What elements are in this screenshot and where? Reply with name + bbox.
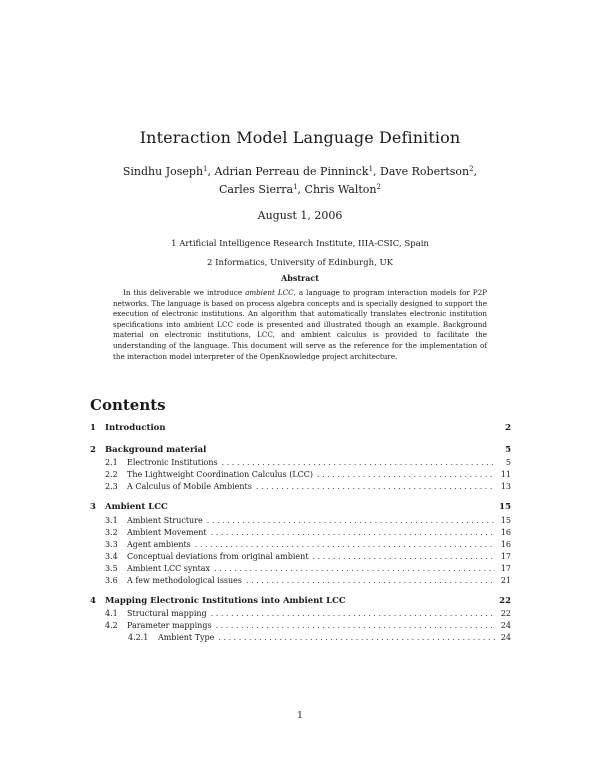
toc-page-number: 5 — [505, 458, 511, 467]
toc-page-number: 16 — [500, 528, 511, 537]
toc-leader-dots — [317, 470, 495, 479]
toc-subsection-4-2[interactable] — [90, 621, 511, 630]
toc-title: The Lightweight Coordination Calculus (LCC) — [127, 470, 313, 479]
toc-number: 3.5 — [105, 564, 118, 573]
toc-number: 3.6 — [105, 576, 118, 585]
toc-title: Electronic Institutions — [127, 458, 218, 467]
toc-subsection-2-2[interactable] — [90, 470, 511, 479]
toc-section-3[interactable] — [90, 502, 511, 512]
toc-title: Ambient Structure — [127, 516, 203, 525]
toc-title: A Calculus of Mobile Ambients — [127, 482, 252, 491]
toc-section-2[interactable] — [90, 445, 511, 455]
toc-leader-dots — [256, 482, 495, 491]
toc-leader-dots — [211, 609, 495, 618]
toc-page-number: 5 — [505, 445, 511, 455]
toc-leader-dots — [214, 564, 495, 573]
author-name: Sindhu Joseph — [122, 165, 204, 178]
toc-number: 2.1 — [105, 458, 118, 467]
toc-number: 3.4 — [105, 552, 118, 561]
toc-number: 1 — [90, 423, 96, 433]
toc-number: 2 — [90, 445, 96, 455]
toc-page-number: 24 — [500, 621, 511, 630]
toc-number: 3.2 — [105, 528, 118, 537]
author-affiliation-mark: 1 — [368, 165, 374, 173]
abstract-text — [113, 288, 487, 362]
author-affiliation-mark: 1 — [203, 165, 208, 173]
toc-leader-dots — [216, 621, 495, 630]
toc-page-number: 2 — [505, 423, 511, 433]
toc-title: Introduction — [105, 423, 166, 433]
author-name: Dave Robertson — [380, 165, 470, 178]
toc-page-number: 22 — [499, 596, 511, 606]
contents-heading: Contents — [90, 396, 166, 414]
toc-title: Agent ambients — [127, 540, 191, 549]
toc-title: Mapping Electronic Institutions into Ambient LCC — [105, 596, 346, 606]
toc-page-number: 15 — [500, 516, 511, 525]
toc-leader-dots — [207, 516, 495, 525]
toc-page-number: 22 — [500, 609, 511, 618]
toc-leader-dots — [211, 528, 495, 537]
toc-leader-dots — [218, 633, 495, 642]
toc-subsection-3-5[interactable] — [90, 564, 511, 573]
author-affiliation-mark: 1 — [293, 183, 298, 191]
page-number: 1 — [297, 711, 303, 721]
toc-title: Parameter mappings — [127, 621, 212, 630]
toc-leader-dots — [222, 458, 495, 467]
toc-page-number: 13 — [500, 482, 511, 491]
author-name: Chris Walton — [304, 183, 377, 196]
toc-subsection-4-1[interactable] — [90, 609, 511, 618]
toc-title: A few methodological issues — [127, 576, 243, 585]
toc-title: Conceptual deviations from original ambient — [127, 552, 309, 561]
toc-leader-dots — [195, 540, 495, 549]
toc-section-1[interactable] — [90, 423, 511, 433]
abstract-term: ambient LCC — [245, 288, 294, 297]
affiliation-1: 1 Artificial Intelligence Research Institute, IIIA-CSIC, Spain — [171, 239, 429, 249]
toc-page-number: 24 — [500, 633, 511, 642]
author-name: Adrian Perreau de Pinninck — [214, 165, 369, 178]
toc-leader-dots — [246, 576, 495, 585]
toc-title: Structural mapping — [127, 609, 207, 618]
author-list: Sindhu Joseph$^1$, Adrian Perreau de Pinninck$^1$, Dave Robertson$^2$, Carles Sierra$^1$, Chris Walton$^2$ — [122, 165, 478, 196]
toc-title: Background material — [105, 445, 207, 455]
toc-title: Ambient Type — [158, 633, 215, 642]
toc-section-4[interactable] — [90, 596, 511, 606]
toc-page-number: 17 — [500, 564, 511, 573]
toc-number: 2.2 — [105, 470, 118, 479]
toc-page-number: 15 — [499, 502, 511, 512]
toc-page-number: 16 — [500, 540, 511, 549]
toc-number: 4.2 — [105, 621, 118, 630]
abstract-text-start: In this deliverable we introduce — [123, 288, 246, 297]
toc-page-number: 17 — [500, 552, 511, 561]
document-date: August 1, 2006 — [257, 209, 343, 222]
toc-subsection-3-6[interactable] — [90, 576, 511, 585]
abstract-text-rest: , a language to program interaction models for P2P networks. The language is based on process algebra concepts and is specially designed to support the execution of electronic institutions. An algorithm that automatically translates electronic institution specifications into ambient LCC code is presented and illustrated though an example. Background material on electronic institutions, LCC, and ambient calculus is provided to facilitate the understanding of the language. This document will serve as the reference for the implementation of the interaction model interpreter of the OpenKnowledge project architecture. — [113, 288, 488, 361]
toc-number: 2.3 — [105, 482, 118, 491]
document-title: Interaction Model Language Definition — [139, 128, 461, 147]
affiliation-2: 2 Informatics, University of Edinburgh, UK — [207, 258, 393, 268]
toc-leader-dots — [313, 552, 495, 561]
toc-subsection-3-3[interactable] — [90, 540, 511, 549]
toc-page-number: 11 — [500, 470, 511, 479]
author-affiliation-mark: 2 — [469, 165, 474, 173]
toc-number: 4.1 — [105, 609, 118, 618]
author-name: Carles Sierra — [219, 183, 294, 196]
toc-subsubsection-4-2-1[interactable] — [90, 633, 511, 642]
toc-number: 3 — [90, 502, 96, 512]
toc-number: 3.3 — [105, 540, 118, 549]
toc-number: 4 — [90, 596, 96, 606]
toc-number: 3.1 — [105, 516, 118, 525]
toc-subsection-2-1[interactable] — [90, 458, 511, 467]
toc-subsection-3-4[interactable] — [90, 552, 511, 561]
toc-subsection-3-2[interactable] — [90, 528, 511, 537]
toc-page-number: 21 — [500, 576, 511, 585]
toc-number: 4.2.1 — [128, 633, 149, 642]
toc-subsection-3-1[interactable] — [90, 516, 511, 525]
toc-title: Ambient LCC — [105, 502, 168, 512]
author-affiliation-mark: 2 — [376, 183, 381, 191]
abstract-heading: Abstract — [281, 273, 319, 283]
toc-subsection-2-3[interactable] — [90, 482, 511, 491]
toc-title: Ambient Movement — [127, 528, 207, 537]
toc-title: Ambient LCC syntax — [127, 564, 211, 573]
